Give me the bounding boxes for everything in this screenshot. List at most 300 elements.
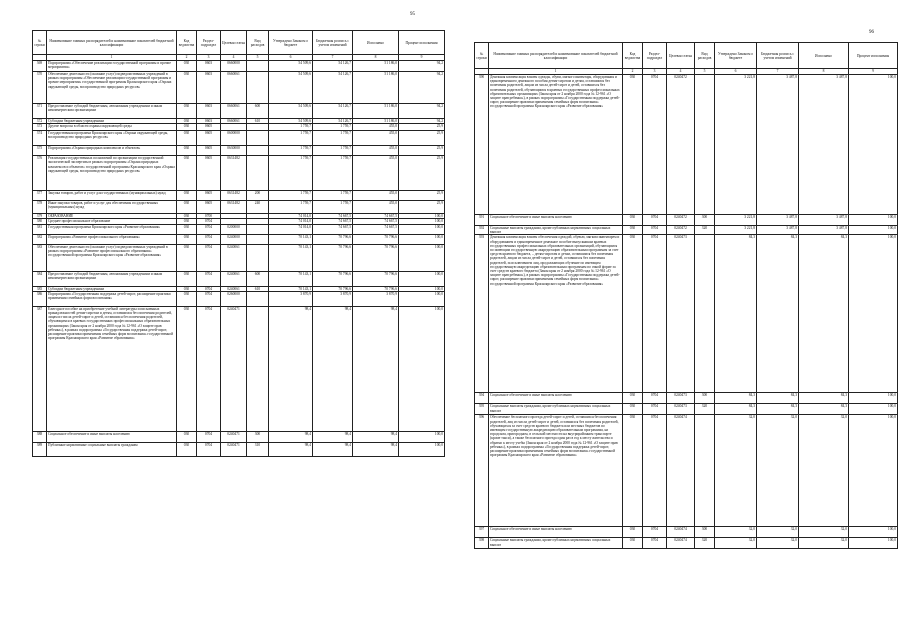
approved-cell: 84,3 (715, 235, 757, 393)
name-cell: Другие вопросы в области охраны окружающей среды (47, 124, 177, 131)
expense-type-cell: 300 (695, 527, 715, 538)
dept-code-cell: 030 (177, 131, 197, 146)
executed-cell: 74 667,5 (353, 219, 399, 224)
name-cell: Социальные выплаты гражданам, кроме публичных нормативных социальных выплат (489, 538, 623, 549)
section-cell: 0605 (197, 131, 221, 146)
target-article-cell: 0631482 (221, 191, 247, 201)
budget-list-cell: 84,3 (757, 393, 799, 404)
table-row (33, 191, 445, 201)
name-cell: Денежная компенсация взамен обеспечения одеждой, обувью, мягким инвентарем и оборудованием и единовременное денежное пособие выпускникам краевых государственных профессиональных образовательных организаций, обучающимся по имеющим государственную аккредитацию образовательным программам за счет средств краевого бюджета, – детям-сиротам и детям, оставшимся без попечения родителей, лицам из числа детей-сирот и детей, оставшихся без попечения родителей, за исключением лиц, продолжающих обучение по имеющим государственную аккредитацию образовательным программам по очной форме за счет средств краевого бюджета (Закон края от 2 ноября 2000 года № 12-961 «О защите прав ребенка»), в рамках подпрограммы «Государственная поддержка детей-сирот, расширение практики применения семейных форм воспитания» государственной программы Красноярского края «Развитие образования» (489, 235, 623, 393)
name-cell: Подпрограмма «Обеспечение реализации государственной программы и прочие мероприятия» (47, 61, 177, 72)
budget-list-cell: 3 487,8 (757, 75, 799, 215)
expense-type-cell (247, 224, 269, 234)
budget-list-cell: 3 870,9 (313, 291, 353, 306)
expense-type-cell (247, 124, 269, 131)
name-cell: Ежегодное пособие на приобретение учебной литературы и письменных принадлежностей детям-сиротам и детям, оставшимся без попечения родителей, лицам из числа детей-сирот и детей, оставшихся без попечения родителей, обучающимся в краевых государственных профессиональных образовательных организациях (Закон края от 2 ноября 2000 года № 12-961 «О защите прав ребенка»), в рамках подпрограммы «Государственная поддержка детей-сирот, расширение практики применения семейных форм воспитания» государственной программы Красноярского края «Развитие образования» (47, 306, 177, 431)
budget-list-cell: 1 759,7 (313, 201, 353, 214)
section-cell: 0704 (197, 271, 221, 286)
section-cell: 0700 (197, 214, 221, 219)
section-cell: 0704 (643, 404, 667, 415)
budget-list-cell: 54 126,7 (313, 104, 353, 119)
table-row (475, 415, 898, 527)
target-article-cell: 0240472 (667, 226, 695, 235)
executed-cell: 3 870,9 (353, 291, 399, 306)
section-cell: 0704 (197, 224, 221, 234)
dept-code-cell: 030 (177, 306, 197, 431)
expense-type-cell (247, 306, 269, 431)
executed-cell: 74 667,5 (353, 224, 399, 234)
table-row (33, 306, 445, 431)
expense-type-cell: 610 (247, 119, 269, 124)
row-number-cell: 372 (33, 119, 47, 124)
name-cell: Обеспечение деятельности (оказание услуг) подведомственных учреждений в рамках подпрограммы «Обеспечение реализации государственной программы и прочие мероприятия» государственной программы Красноярского края «Охрана окружающей среды, воспроизводство природных ресурсов» (47, 72, 177, 104)
expense-type-cell: 610 (247, 286, 269, 291)
column-index: 6 (715, 69, 757, 75)
percent-cell: 100,0 (399, 431, 445, 442)
target-article-cell: 0660000 (221, 61, 247, 72)
name-cell: Социальное обеспечение и иные выплаты населению (489, 527, 623, 538)
column-header: Процент исполнения (399, 31, 445, 55)
section-cell: 0704 (643, 415, 667, 527)
row-number-cell: 380 (33, 219, 47, 224)
expense-type-cell: 600 (247, 271, 269, 286)
table-row (33, 72, 445, 104)
expense-type-cell: 300 (247, 431, 269, 442)
section-cell: 0605 (197, 124, 221, 131)
percent-cell: 100,0 (399, 214, 445, 219)
section-cell: 0704 (197, 286, 221, 291)
column-header: Наименование главных распорядителей и наименование показателей бюджетной классификации (489, 43, 623, 69)
percent-cell: 100,0 (849, 404, 898, 415)
table-row (33, 244, 445, 271)
section-cell: 0704 (197, 219, 221, 224)
approved-cell: 3 221,8 (715, 226, 757, 235)
expense-type-cell (695, 235, 715, 393)
section-cell: 0605 (197, 146, 221, 156)
percent-cell: 100,0 (849, 235, 898, 393)
column-index: 8 (353, 55, 399, 61)
name-cell: Предоставление субсидий бюджетным, автономным учреждениям и иным некоммерческим организациям (47, 104, 177, 119)
dept-code-cell: 030 (623, 538, 643, 549)
name-cell: Субсидии бюджетным учреждениям (47, 119, 177, 124)
dept-code-cell: 030 (177, 442, 197, 456)
name-cell: Государственная программа Красноярского края «Развитие образования» (47, 224, 177, 234)
target-article-cell: 0240471 (221, 431, 247, 442)
table-row (33, 156, 445, 191)
section-cell: 0704 (197, 291, 221, 306)
row-number-cell: 369 (33, 61, 47, 72)
row-number-cell: 398 (475, 538, 489, 549)
dept-code-cell: 030 (177, 271, 197, 286)
row-number-cell: 394 (475, 393, 489, 404)
percent-cell: 100,0 (399, 442, 445, 456)
column-header: № строки (33, 31, 47, 55)
percent-cell: 25,9 (399, 131, 445, 146)
section-cell: 0605 (197, 156, 221, 191)
percent-cell: 94,2 (399, 72, 445, 104)
target-article-cell: 0240473 (667, 235, 695, 393)
section-cell: 0704 (197, 442, 221, 456)
target-article-cell (221, 124, 247, 131)
column-index: 7 (757, 69, 799, 75)
table-row (33, 61, 445, 72)
target-article-cell: 0660061 (221, 119, 247, 124)
approved-cell: 98,4 (269, 442, 313, 456)
table-header-row (33, 31, 445, 55)
name-cell: Социальное обеспечение и иные выплаты населению (489, 215, 623, 226)
column-header: Целевая статья (667, 43, 695, 69)
approved-cell: 32,0 (715, 415, 757, 527)
dept-code-cell: 030 (623, 404, 643, 415)
dept-code-cell: 030 (177, 214, 197, 219)
executed-cell: 455,0 (353, 124, 399, 131)
row-number-cell: 374 (33, 131, 47, 146)
row-number-cell: 379 (33, 214, 47, 219)
row-number-cell: 383 (33, 244, 47, 271)
column-header: № строки (475, 43, 489, 69)
approved-cell: 74 014,0 (269, 224, 313, 234)
budget-list-cell: 1 759,7 (313, 156, 353, 191)
percent-cell: 100,0 (399, 234, 445, 244)
approved-cell: 32,0 (715, 527, 757, 538)
percent-cell: 100,0 (399, 286, 445, 291)
percent-cell: 100,0 (399, 219, 445, 224)
executed-cell: 455,0 (353, 191, 399, 201)
target-article-cell: 0600000 (221, 131, 247, 146)
dept-code-cell: 030 (623, 226, 643, 235)
column-header: Наименование главных распорядителей и наименование показателей бюджетной классификации (47, 31, 177, 55)
table-row (33, 291, 445, 306)
left-budget-table (32, 30, 445, 457)
column-index: 3 (643, 69, 667, 75)
row-number-cell: 395 (475, 404, 489, 415)
percent-cell: 25,9 (399, 191, 445, 201)
dept-code-cell: 030 (177, 234, 197, 244)
table-row (475, 404, 898, 415)
name-cell: Социальное обеспечение и иные выплаты населению (489, 393, 623, 404)
budget-list-cell: 84,3 (757, 404, 799, 415)
column-index: 4 (667, 69, 695, 75)
target-article-cell: 0240474 (667, 527, 695, 538)
target-article-cell: 0240061 (221, 271, 247, 286)
target-article-cell: 0631482 (221, 201, 247, 214)
percent-cell: 25,9 (399, 124, 445, 131)
dept-code-cell: 030 (177, 61, 197, 72)
table-row (475, 215, 898, 226)
percent-cell: 100,0 (849, 538, 898, 549)
column-header: Процент исполнения (849, 43, 898, 69)
right-page (452, 0, 905, 640)
table-row (475, 393, 898, 404)
row-number-cell: 392 (475, 226, 489, 235)
row-number-cell: 396 (475, 415, 489, 527)
approved-cell: 70 143,1 (269, 244, 313, 271)
name-cell: Иные закупки товаров, работ и услуг для обеспечения государственных (муниципальных) нужд (47, 201, 177, 214)
approved-cell: 70 143,1 (269, 234, 313, 244)
section-cell: 0704 (643, 75, 667, 215)
section-cell: 0704 (197, 306, 221, 431)
section-cell: 0603 (197, 72, 221, 104)
section-cell: 0603 (197, 61, 221, 72)
table-row (475, 226, 898, 235)
dept-code-cell: 030 (177, 72, 197, 104)
name-cell: Обеспечение бесплатного проезда детей-сирот и детей, оставшихся без попечения родителей, лиц из числа детей-сирот и детей, оставшихся без попечения родителей, обучающихся за счет средств краевого бюджета или местных бюджетов по имеющим государственную аккредитацию образовательным программам, на городском, пригородном, в сельской местности на внутрирайонном транспорте (кроме такси), а также бесплатного проезда один раз в год к месту жительства и обратно к месту учебы (Закон края от 2 ноября 2000 года № 12-961 «О защите прав ребенка»), в рамках подпрограммы «Государственная поддержка детей-сирот, расширение практики применения семейных форм воспитания» государственной программы Красноярского края «Развитие образования» (489, 415, 623, 527)
target-article-cell: 0240061 (221, 244, 247, 271)
column-header: Код ведомства (177, 31, 197, 55)
dept-code-cell: 030 (623, 235, 643, 393)
target-article-cell: 0240471 (221, 306, 247, 431)
column-header: Бюджетная роспись с учетом изменений (313, 31, 353, 55)
budget-list-cell: 98,4 (313, 306, 353, 431)
table-row (33, 146, 445, 156)
expense-type-cell: 200 (247, 191, 269, 201)
expense-type-cell: 300 (695, 215, 715, 226)
budget-list-cell: 32,0 (757, 527, 799, 538)
expense-type-cell (247, 156, 269, 191)
approved-cell: 1 759,7 (269, 131, 313, 146)
budget-list-cell: 70 796,6 (313, 271, 353, 286)
executed-cell: 51 186,0 (353, 119, 399, 124)
row-number-cell: 382 (33, 234, 47, 244)
column-header: Код ведомства (623, 43, 643, 69)
executed-cell: 70 796,6 (353, 234, 399, 244)
budget-list-cell: 98,4 (313, 431, 353, 442)
expense-type-cell (247, 234, 269, 244)
target-article-cell: 0660061 (221, 104, 247, 119)
target-article-cell: 0260000 (221, 291, 247, 306)
budget-list-cell: 3 487,8 (757, 226, 799, 235)
expense-type-cell: 300 (695, 393, 715, 404)
column-index: 2 (623, 69, 643, 75)
column-header: Раздел-подраздел (197, 31, 221, 55)
table-row (33, 131, 445, 146)
column-index: 5 (247, 55, 269, 61)
target-article-cell: 0240474 (667, 538, 695, 549)
dept-code-cell: 030 (623, 527, 643, 538)
section-cell: 0704 (197, 244, 221, 271)
dept-code-cell: 030 (177, 224, 197, 234)
row-number-cell: 387 (33, 306, 47, 431)
row-number-cell: 378 (33, 201, 47, 214)
section-cell: 0704 (197, 234, 221, 244)
column-index: 4 (221, 55, 247, 61)
table-row (475, 527, 898, 538)
budget-list-cell: 70 796,6 (313, 286, 353, 291)
executed-cell: 32,0 (799, 527, 849, 538)
target-article-cell: 0240474 (667, 415, 695, 527)
name-cell: Закупка товаров, работ и услуг для государственных (муниципальных) нужд (47, 191, 177, 201)
percent-cell: 100,0 (849, 393, 898, 404)
expense-type-cell (247, 131, 269, 146)
executed-cell: 84,3 (799, 404, 849, 415)
approved-cell: 3 870,9 (269, 291, 313, 306)
name-cell: Обеспечение деятельности (оказание услуг) подведомственных учреждений в рамках подпрограммы «Развитие профессионального образования» государственной программы Красноярского края «Развитие образования» (47, 244, 177, 271)
row-number-cell: 384 (33, 271, 47, 286)
percent-cell: 100,0 (849, 226, 898, 235)
column-index: 5 (695, 69, 715, 75)
section-cell: 0704 (643, 226, 667, 235)
executed-cell: 51 186,0 (353, 61, 399, 72)
approved-cell: 54 509,6 (269, 72, 313, 104)
approved-cell: 98,4 (269, 306, 313, 431)
percent-cell: 94,2 (399, 61, 445, 72)
left-page-number: 95 (410, 12, 415, 17)
left-page (0, 0, 452, 640)
executed-cell: 98,4 (353, 431, 399, 442)
target-article-cell: 0240473 (667, 404, 695, 415)
dept-code-cell: 030 (623, 393, 643, 404)
name-cell: Социальные выплаты гражданам, кроме публичных нормативных социальных выплат (489, 226, 623, 235)
section-cell: 0603 (197, 119, 221, 124)
target-article-cell: 0240472 (667, 75, 695, 215)
name-cell: Социальное обеспечение и иные выплаты населению (47, 431, 177, 442)
executed-cell: 98,4 (353, 442, 399, 456)
dept-code-cell: 030 (177, 104, 197, 119)
section-cell: 0605 (197, 201, 221, 214)
section-cell: 0704 (643, 393, 667, 404)
target-article-cell: 0631482 (221, 156, 247, 191)
percent-cell: 100,0 (399, 271, 445, 286)
approved-cell: 74 014,0 (269, 214, 313, 219)
executed-cell: 455,0 (353, 146, 399, 156)
section-cell: 0704 (643, 538, 667, 549)
expense-type-cell: 310 (247, 442, 269, 456)
name-cell: ОБРАЗОВАНИЕ (47, 214, 177, 219)
executed-cell: 32,0 (799, 538, 849, 549)
table-row (475, 235, 898, 393)
dept-code-cell: 030 (623, 415, 643, 527)
target-article-cell: 0200000 (221, 224, 247, 234)
approved-cell: 3 221,8 (715, 215, 757, 226)
dept-code-cell: 030 (623, 75, 643, 215)
section-cell: 0605 (197, 191, 221, 201)
budget-list-cell: 32,0 (757, 415, 799, 527)
row-number-cell: 377 (33, 191, 47, 201)
target-article-cell: 0660061 (221, 72, 247, 104)
approved-cell: 84,3 (715, 404, 757, 415)
table-row (33, 201, 445, 214)
percent-cell: 25,9 (399, 156, 445, 191)
budget-list-cell: 32,0 (757, 538, 799, 549)
executed-cell: 98,4 (353, 306, 399, 431)
column-header: Утверждено Законом о бюджете (715, 43, 757, 69)
percent-cell: 100,0 (399, 306, 445, 431)
column-header: Исполнено (353, 31, 399, 55)
approved-cell: 1 759,7 (269, 201, 313, 214)
dept-code-cell: 030 (177, 219, 197, 224)
percent-cell: 100,0 (399, 224, 445, 234)
budget-list-cell: 70 796,6 (313, 234, 353, 244)
name-cell: Предоставление субсидий бюджетным, автономным учреждениям и иным некоммерческим организациям (47, 271, 177, 286)
section-cell: 0603 (197, 104, 221, 119)
executed-cell: 3 487,8 (799, 215, 849, 226)
percent-cell: 94,2 (399, 104, 445, 119)
budget-list-cell: 70 796,6 (313, 244, 353, 271)
budget-list-cell: 3 487,8 (757, 215, 799, 226)
target-article-cell: 0240061 (221, 286, 247, 291)
row-number-cell: 375 (33, 146, 47, 156)
approved-cell: 84,3 (715, 393, 757, 404)
dept-code-cell: 030 (177, 119, 197, 124)
row-number-cell: 376 (33, 156, 47, 191)
section-cell: 0704 (643, 215, 667, 226)
target-article-cell: 0240471 (221, 442, 247, 456)
percent-cell: 100,0 (849, 527, 898, 538)
approved-cell: 70 143,1 (269, 286, 313, 291)
expense-type-cell (247, 291, 269, 306)
table-row (33, 431, 445, 442)
row-number-cell: 385 (33, 286, 47, 291)
row-number-cell: 381 (33, 224, 47, 234)
dept-code-cell: 030 (177, 286, 197, 291)
approved-cell: 1 759,7 (269, 146, 313, 156)
row-number-cell: 370 (33, 72, 47, 104)
percent-cell: 100,0 (399, 244, 445, 271)
table-row (33, 442, 445, 456)
column-index: 9 (849, 69, 898, 75)
target-article-cell: 0240473 (667, 393, 695, 404)
name-cell: Публичные нормативные социальные выплаты гражданам (47, 442, 177, 456)
name-cell: Денежная компенсация взамен одежды, обуви, мягкого инвентаря, оборудования и единовременного денежного пособия детям-сиротам и детям, оставшимся без попечения родителей, лицам из числа детей-сирот и детей, оставшихся без попечения родителей, обучающимся в краевых государственных профессиональных образовательных организациях (Закон края от 2 ноября 2000 года № 12-961 «О защите прав ребенка»), в рамках подпрограммы «Государственная поддержка детей-сирот, расширение практики применения семейных форм воспитания» государственной программы Красноярского края «Развитие образования» (489, 75, 623, 215)
right-budget-table (474, 42, 898, 549)
executed-cell: 84,3 (799, 235, 849, 393)
percent-cell: 25,9 (399, 201, 445, 214)
column-index: 8 (799, 69, 849, 75)
expense-type-cell: 320 (695, 226, 715, 235)
percent-cell: 25,9 (399, 146, 445, 156)
column-index: 9 (399, 55, 445, 61)
column-index: 1 (47, 55, 177, 61)
column-header: Бюджетная роспись с учетом изменений (757, 43, 799, 69)
expense-type-cell (695, 75, 715, 215)
approved-cell: 70 143,1 (269, 271, 313, 286)
expense-type-cell (247, 61, 269, 72)
approved-cell: 54 509,6 (269, 61, 313, 72)
percent-cell: 94,2 (399, 119, 445, 124)
dept-code-cell: 030 (177, 244, 197, 271)
dept-code-cell: 030 (177, 191, 197, 201)
name-cell: Социальные выплаты гражданам, кроме публичных нормативных социальных выплат (489, 404, 623, 415)
executed-cell: 455,0 (353, 156, 399, 191)
row-number-cell: 393 (475, 235, 489, 393)
expense-type-cell: 240 (247, 201, 269, 214)
expense-type-cell (695, 415, 715, 527)
target-article-cell: 0240000 (221, 234, 247, 244)
name-cell: Подпрограмма «Охрана природных комплексов и объектов» (47, 146, 177, 156)
approved-cell: 32,0 (715, 538, 757, 549)
table-row (33, 104, 445, 119)
dept-code-cell: 030 (177, 156, 197, 191)
row-number-cell: 373 (33, 124, 47, 131)
budget-list-cell: 1 759,7 (313, 191, 353, 201)
approved-cell: 1 759,7 (269, 124, 313, 131)
expense-type-cell: 320 (695, 538, 715, 549)
row-number-cell: 397 (475, 527, 489, 538)
column-header: Вид расходов (695, 43, 715, 69)
column-header: Целевая статья (221, 31, 247, 55)
table-row (33, 234, 445, 244)
column-header: Вид расходов (247, 31, 269, 55)
dept-code-cell: 030 (177, 431, 197, 442)
executed-cell: 51 186,0 (353, 104, 399, 119)
budget-list-cell: 54 126,7 (313, 61, 353, 72)
percent-cell: 100,0 (849, 415, 898, 527)
table-row (33, 271, 445, 286)
row-number-cell: 389 (33, 442, 47, 456)
column-index: 2 (177, 55, 197, 61)
row-number-cell: 391 (475, 215, 489, 226)
table-row (475, 538, 898, 549)
